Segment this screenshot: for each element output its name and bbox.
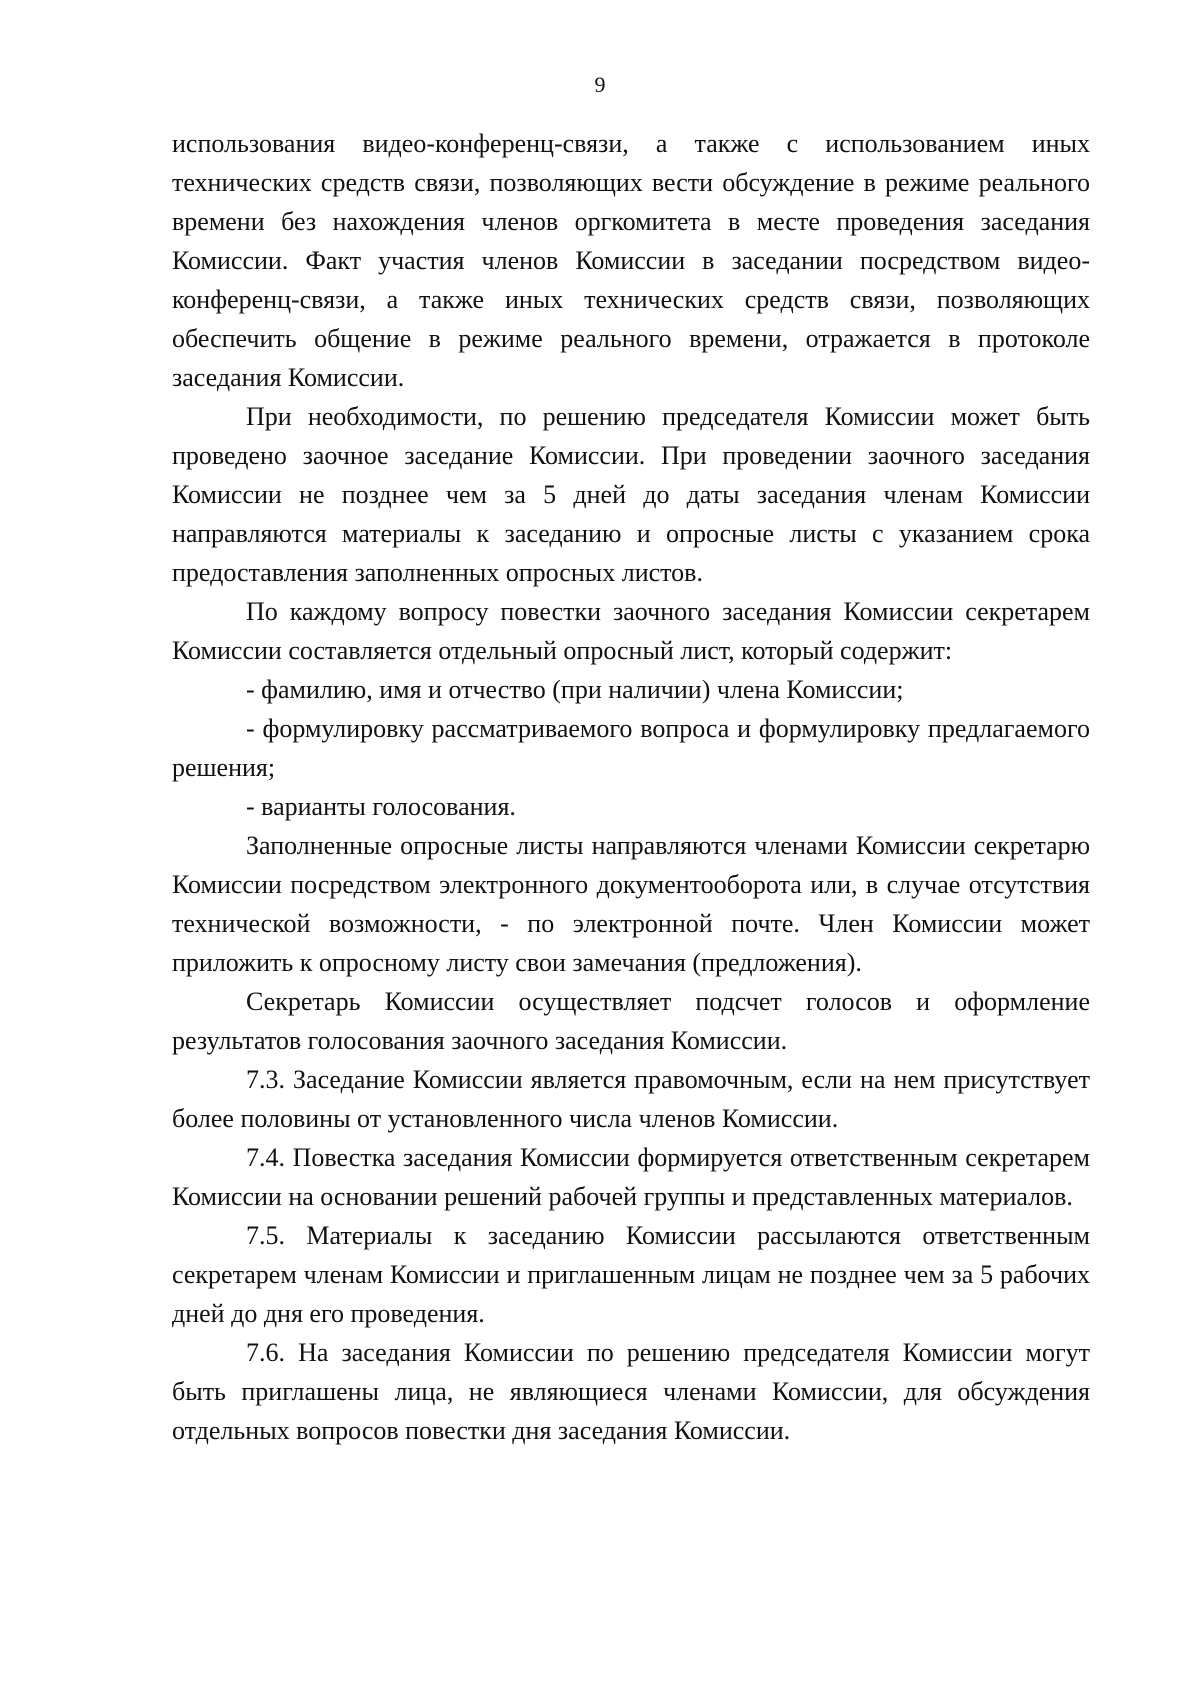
paragraph-continuation: использования видео-конференц-связи, а также с использованием иных технических средств связи, позволяющих вести обсуждение в режиме реального времени без нахождения членов оргкомитета в месте проведения заседания Комиссии. Факт участия членов Комиссии в заседании посредством видео-конференц-связи, а также иных технических средств связи, позволяющих обеспечить общение в режиме реального времени, отражается в протоколе заседания Комиссии. [172, 129, 1090, 392]
paragraph-7-6: 7.6. На заседания Комиссии по решению председателя Комиссии могут быть приглашены лица, не являющиеся членами Комиссии, для обсуждения отдельных вопросов повестки дня заседания Комиссии. [172, 1338, 1090, 1445]
paragraph-absentee-meeting: При необходимости, по решению председателя Комиссии может быть проведено заочное заседание Комиссии. При проведении заочного заседания Комиссии не позднее чем за 5 дней до даты заседания членам Комиссии направляются материалы к заседанию и опросные листы с указанием срока предоставления заполненных опросных листов. [172, 402, 1090, 587]
paragraph-questionnaire-intro: По каждому вопросу повестки заочного заседания Комиссии секретарем Комиссии составляется отдельный опросный лист, который содержит: [172, 597, 1090, 665]
paragraph-vote-count: Секретарь Комиссии осуществляет подсчет голосов и оформление результатов голосования заочного заседания Комиссии. [172, 987, 1090, 1055]
list-item-wording: - формулировку рассматриваемого вопроса и формулировку предлагаемого решения; [172, 714, 1090, 782]
list-item-voting-options: - варианты голосования. [246, 792, 516, 821]
page-number: 9 [594, 72, 606, 97]
paragraph-7-4: 7.4. Повестка заседания Комиссии формируется ответственным секретарем Комиссии на основании решений рабочей группы и представленных материалов. [172, 1143, 1090, 1211]
paragraph-completed-questionnaires: Заполненные опросные листы направляются членами Комиссии секретарю Комиссии посредством электронного документооборота или, в случае отсутствия технической возможности, - по электронной почте. Член Комиссии может приложить к опросному листу свои замечания (предложения). [172, 831, 1090, 977]
paragraph-7-3: 7.3. Заседание Комиссии является правомочным, если на нем присутствует более половины от установленного числа членов Комиссии. [172, 1065, 1090, 1133]
document-body [172, 124, 1090, 1450]
paragraph-7-5: 7.5. Материалы к заседанию Комиссии рассылаются ответственным секретарем членам Комиссии и приглашенным лицам не позднее чем за 5 рабочих дней до дня его проведения. [172, 1221, 1090, 1328]
list-item-full-name: - фамилию, имя и отчество (при наличии) члена Комиссии; [246, 675, 904, 704]
